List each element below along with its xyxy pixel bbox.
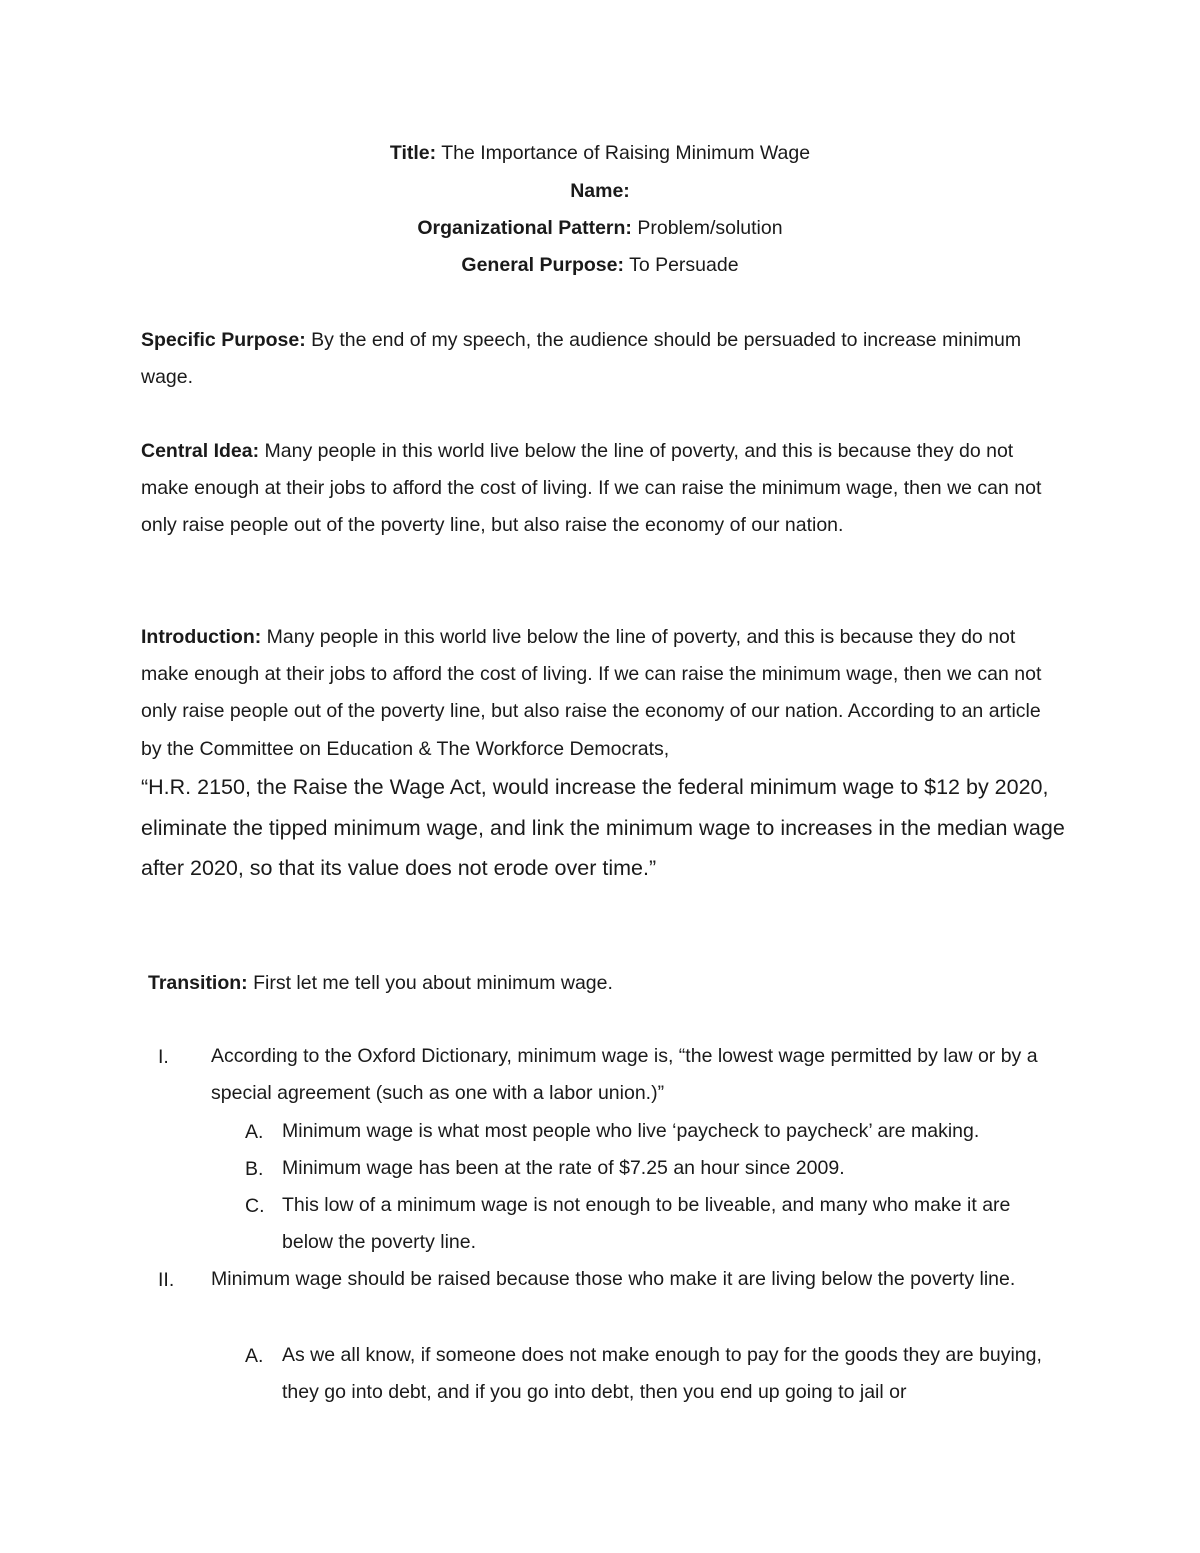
introduction-paragraph [141,619,1061,768]
purpose-line [0,254,1200,277]
sub-letter: C. [245,1195,265,1217]
outline-numeral: I. [158,1046,169,1068]
purpose-label: General Purpose: [461,254,624,276]
central-idea-text: Many people in this world live below the line of poverty, and this is because they do not make enough at their jobs to afford the cost of living. If we can raise the minimum wage, then we can not only raise people out of the poverty line, but also raise the economy of our nation. [141,440,1042,537]
introduction-text: Many people in this world live below the line of poverty, and this is because they do not make enough at their jobs to afford the cost of living. If we can raise the minimum wage, then we can not only raise people out of the poverty line, but also raise the economy of our nation. According to an article by the Committee on Education & The Workforce Democrats, [141,626,1042,760]
specific-purpose-label: Specific Purpose: [141,329,306,351]
title-value: The Importance of Raising Minimum Wage [441,142,811,164]
transition-paragraph [148,965,1068,1002]
outline-text: Minimum wage should be raised because those who make it are living below the poverty line. [211,1268,1016,1290]
specific-purpose-paragraph [141,322,1061,396]
pattern-label: Organizational Pattern: [417,217,632,239]
sub-text: This low of a minimum wage is not enough to be liveable, and many who make it are below the poverty line. [282,1194,1011,1254]
specific-purpose-text: By the end of my speech, the audience should be persuaded to increase minimum wage. [141,329,1022,389]
pattern-line [0,217,1200,240]
central-idea-paragraph [141,433,1061,545]
outline-numeral: II. [158,1269,175,1291]
title-label: Title: [389,142,437,164]
pattern-value: Problem/solution [637,217,783,239]
sub-text: Minimum wage has been at the rate of $7.25 an hour since 2009. [282,1157,845,1179]
title-line [0,142,1200,165]
purpose-value: To Persuade [629,254,739,276]
name-line [0,180,1200,203]
sub-letter: A. [245,1121,264,1143]
sub-letter: B. [245,1158,264,1180]
outline-text: According to the Oxford Dictionary, minimum wage is, “the lowest wage permitted by law or by a special agreement (such as one with a labor union.)” [211,1045,1038,1105]
sub-letter: A. [245,1345,264,1367]
introduction-quote: “H.R. 2150, the Raise the Wage Act, would increase the federal minimum wage to $12 by 2020, eliminate the tipped minimum wage, and link the minimum wage to increases in the median wage after 2020, so that its value does not erode over time.” [141,775,1065,880]
name-label: Name: [570,180,630,202]
transition-label: Transition: [148,972,248,994]
sub-text: Minimum wage is what most people who live ‘paycheck to paycheck’ are making. [282,1120,980,1142]
sub-text: As we all know, if someone does not make enough to pay for the goods they are buying, they go into debt, and if you go into debt, then you end up going to jail or [282,1344,1042,1404]
introduction-label: Introduction: [141,626,262,648]
central-idea-label: Central Idea: [141,440,260,462]
transition-text: First let me tell you about minimum wage. [253,972,613,994]
